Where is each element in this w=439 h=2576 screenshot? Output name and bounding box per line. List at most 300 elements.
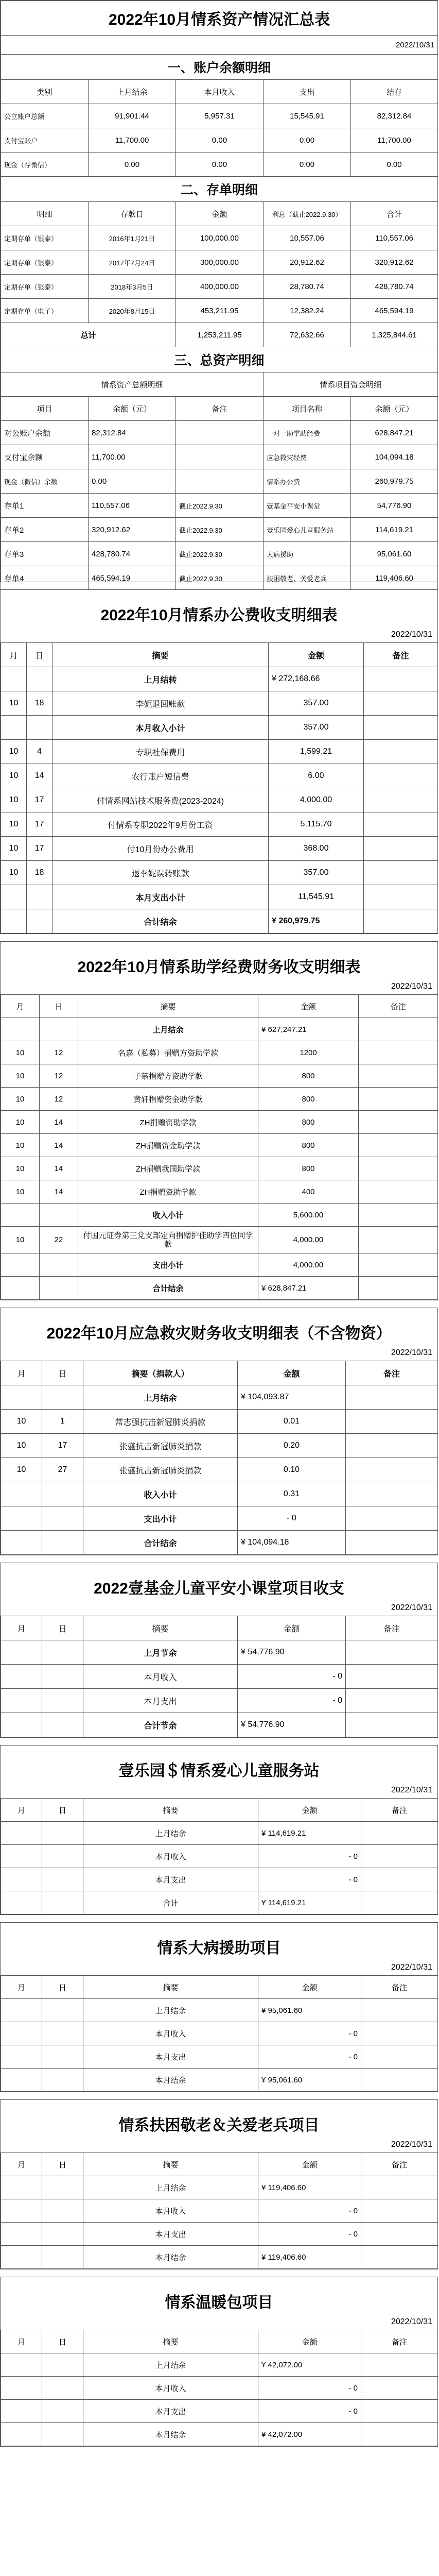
cell bbox=[346, 1410, 438, 1434]
table-row bbox=[1, 1999, 438, 2022]
header-cell: 日 bbox=[27, 643, 52, 667]
cell: 收入小计 bbox=[83, 1482, 238, 1506]
illness-sheet bbox=[0, 1922, 438, 2092]
table-row bbox=[1, 2199, 438, 2223]
cell: 320,912.62 bbox=[89, 518, 176, 542]
cell: 17 bbox=[27, 812, 52, 837]
cell bbox=[176, 445, 264, 469]
cell: 2016年1月21日 bbox=[89, 226, 176, 250]
header-cell: 金额 bbox=[258, 2330, 361, 2353]
cell: ¥ 54,776.90 bbox=[238, 1640, 346, 1665]
cell: 合计结余 bbox=[52, 909, 269, 934]
table-row bbox=[1, 764, 438, 788]
cell: 12,382.24 bbox=[264, 299, 351, 323]
cell bbox=[359, 1064, 438, 1088]
cell: 12 bbox=[40, 1064, 78, 1088]
illness-date: 2022/10/31 bbox=[391, 1963, 432, 1972]
table-row bbox=[1, 740, 438, 764]
cell: 黄轩捐赠资金助学款 bbox=[78, 1088, 258, 1111]
table-row bbox=[1, 1157, 438, 1180]
cell: 5,600.00 bbox=[258, 1204, 359, 1227]
table-row bbox=[1, 2377, 438, 2400]
table-row bbox=[1, 2022, 438, 2045]
header-cell: 利息（截止2022.9.30） bbox=[264, 202, 351, 226]
cell: 支出小计 bbox=[83, 1506, 238, 1531]
cell: 付情系网站技术服务费(2023-2024) bbox=[52, 788, 269, 812]
cell bbox=[359, 1111, 438, 1134]
table-row bbox=[1, 1410, 438, 1434]
cell: 1200 bbox=[258, 1041, 359, 1064]
cell: 本月收入 bbox=[83, 2199, 258, 2223]
opening-row bbox=[1, 1385, 438, 1410]
cell: 本月收入 bbox=[83, 1665, 238, 1689]
cell: 扶困敬老、关爱老兵 bbox=[264, 566, 351, 590]
cell: 10 bbox=[1, 764, 27, 788]
cell: 10 bbox=[1, 1064, 40, 1088]
cell: 453,211.95 bbox=[176, 299, 264, 323]
cell: 壹乐园爱心儿童服务站 bbox=[264, 518, 351, 542]
section3-group-row bbox=[1, 372, 438, 397]
cell: ¥ 114,619.21 bbox=[258, 1891, 361, 1914]
office-date: 2022/10/31 bbox=[391, 630, 432, 639]
cell: 定期存单（银泰） bbox=[1, 226, 89, 250]
warm-sheet bbox=[0, 2277, 438, 2447]
table-row bbox=[1, 1434, 438, 1458]
cell: 17 bbox=[42, 1434, 83, 1458]
header-cell: 月 bbox=[1, 1976, 42, 1999]
cell bbox=[359, 1041, 438, 1064]
subtotal-row bbox=[1, 885, 438, 909]
header-cell: 摘要 bbox=[52, 643, 269, 667]
cell: ¥ 119,406.60 bbox=[258, 2246, 361, 2269]
cell: 本月收入 bbox=[83, 2022, 258, 2045]
header-cell: 月 bbox=[1, 1616, 42, 1640]
cell: 628,847.21 bbox=[351, 421, 438, 445]
table-row bbox=[1, 2069, 438, 2092]
cell: 本月收入 bbox=[83, 2377, 258, 2400]
cell: 截止2022.9.30 bbox=[176, 518, 264, 542]
cell bbox=[359, 1180, 438, 1204]
cell: ¥ 42,072.00 bbox=[258, 2423, 361, 2446]
cell: - 0 bbox=[258, 2223, 361, 2246]
cell: 428,780.74 bbox=[89, 542, 176, 566]
cell: 合计节余 bbox=[83, 1713, 238, 1737]
header-row bbox=[1, 995, 438, 1018]
cell bbox=[359, 1134, 438, 1157]
cell: 0.00 bbox=[176, 128, 264, 152]
cell: 17 bbox=[27, 788, 52, 812]
cell: - 0 bbox=[258, 2400, 361, 2423]
table-row bbox=[1, 128, 438, 152]
aid-sheet bbox=[0, 941, 438, 1300]
header-cell: 金额 bbox=[258, 995, 359, 1018]
table-row bbox=[1, 566, 438, 590]
header-cell: 金额 bbox=[176, 202, 264, 226]
cell: 合计结余 bbox=[83, 1531, 238, 1555]
illness-table bbox=[1, 1975, 438, 2092]
cell: 22 bbox=[40, 1227, 78, 1253]
summary-table bbox=[1, 1, 438, 639]
cell: 10 bbox=[1, 1157, 40, 1180]
cell: - 0 bbox=[238, 1506, 346, 1531]
cell: 10 bbox=[1, 1088, 40, 1111]
cell: 截止2022.9.30 bbox=[176, 494, 264, 518]
header-cell: 月 bbox=[1, 1361, 42, 1385]
total-row bbox=[1, 323, 438, 347]
cell: - 0 bbox=[238, 1665, 346, 1689]
cell: 82,312.84 bbox=[89, 421, 176, 445]
cell: 95,061.60 bbox=[351, 542, 438, 566]
header-cell: 备注 bbox=[176, 397, 264, 421]
cell: 总计 bbox=[1, 323, 176, 347]
table-row bbox=[1, 1822, 438, 1845]
cell: 大病援助 bbox=[264, 542, 351, 566]
header-cell: 合计 bbox=[351, 202, 438, 226]
table-row bbox=[1, 2400, 438, 2423]
cell: 465,594.19 bbox=[89, 566, 176, 590]
cell: 10 bbox=[1, 1458, 42, 1482]
cell: 357.00 bbox=[269, 716, 364, 740]
cell: 14 bbox=[40, 1111, 78, 1134]
cell: 截止2022.9.30 bbox=[176, 542, 264, 566]
table-row bbox=[1, 152, 438, 177]
header-cell: 备注 bbox=[364, 643, 438, 667]
cell: ¥ 272,168.66 bbox=[269, 667, 364, 691]
cell: 1 bbox=[42, 1410, 83, 1434]
header-cell: 存款日 bbox=[89, 202, 176, 226]
table-row bbox=[1, 1064, 438, 1088]
cell: 壹基金平安小课堂 bbox=[264, 494, 351, 518]
cell: 上月结余 bbox=[83, 1999, 258, 2022]
cell: 14 bbox=[40, 1157, 78, 1180]
header-cell: 摘要 bbox=[83, 1976, 258, 1999]
cell: 子慕捐赠方资助学款 bbox=[78, 1064, 258, 1088]
cell: 10 bbox=[1, 1227, 40, 1253]
header-cell: 月 bbox=[1, 1799, 42, 1822]
cell: 800 bbox=[258, 1088, 359, 1111]
cell: 1,253,211.95 bbox=[176, 323, 264, 347]
cell: 支出小计 bbox=[78, 1253, 258, 1277]
header-cell: 月 bbox=[1, 2153, 42, 2176]
cell: 14 bbox=[40, 1180, 78, 1204]
cell: 合计结余 bbox=[78, 1277, 258, 1300]
cell: 4 bbox=[27, 740, 52, 764]
cell: 10 bbox=[1, 1111, 40, 1134]
table-row bbox=[1, 861, 438, 885]
table-row bbox=[1, 1041, 438, 1064]
table-row bbox=[1, 1640, 438, 1665]
header-row bbox=[1, 643, 438, 667]
cell: ZH捐赠我国助学款 bbox=[78, 1157, 258, 1180]
header-cell: 摘要 bbox=[83, 2330, 258, 2353]
table-row bbox=[1, 275, 438, 299]
header-cell: 金额 bbox=[258, 1976, 361, 1999]
relief-sheet bbox=[0, 1308, 438, 1555]
summary-date: 2022/10/31 bbox=[1, 36, 438, 55]
header-cell: 备注 bbox=[361, 2330, 438, 2353]
cell: 0.00 bbox=[351, 152, 438, 177]
subtotal-row bbox=[1, 1253, 438, 1277]
subtotal-row bbox=[1, 716, 438, 740]
cell: 10 bbox=[1, 1410, 42, 1434]
header-cell: 备注 bbox=[346, 1361, 438, 1385]
header-row bbox=[1, 1361, 438, 1385]
cell: 0.00 bbox=[89, 152, 176, 177]
header-cell: 余额（元） bbox=[351, 397, 438, 421]
cell: 付情系专职2022年9月份工资 bbox=[52, 812, 269, 837]
header-cell: 日 bbox=[42, 1616, 83, 1640]
cell: 存单2 bbox=[1, 518, 89, 542]
header-cell: 摘要 bbox=[78, 995, 258, 1018]
classroom-table bbox=[1, 1616, 438, 1737]
table-row bbox=[1, 1689, 438, 1713]
header-cell: 月 bbox=[1, 643, 27, 667]
header-cell: 项目 bbox=[1, 397, 89, 421]
cell: 一对一助学助经费 bbox=[264, 421, 351, 445]
station-sheet bbox=[0, 1745, 438, 1915]
header-cell: 摘要 bbox=[83, 1799, 258, 1822]
cell: 截止2022.9.30 bbox=[176, 566, 264, 590]
classroom-date: 2022/10/31 bbox=[391, 1603, 432, 1612]
elder-date: 2022/10/31 bbox=[391, 2140, 432, 2149]
summary-sheet bbox=[0, 0, 438, 582]
table-row bbox=[1, 2045, 438, 2069]
cell: 本月支出 bbox=[83, 2223, 258, 2246]
header-cell: 金额 bbox=[238, 1616, 346, 1640]
cell: 1,325,844.61 bbox=[351, 323, 438, 347]
table-row bbox=[1, 1665, 438, 1689]
cell: 本月支出小计 bbox=[52, 885, 269, 909]
table-row bbox=[1, 469, 438, 494]
header-cell: 日 bbox=[42, 1361, 83, 1385]
cell: 27 bbox=[42, 1458, 83, 1482]
table-row bbox=[1, 1891, 438, 1914]
cell: 农行账户短信费 bbox=[52, 764, 269, 788]
cell: 54,776.90 bbox=[351, 494, 438, 518]
header-cell: 摘要（捐款人） bbox=[83, 1361, 238, 1385]
cell: 428,780.74 bbox=[351, 275, 438, 299]
cell: 上月结余 bbox=[83, 2176, 258, 2199]
cell: 465,594.19 bbox=[351, 299, 438, 323]
header-row bbox=[1, 1799, 438, 1822]
cell: 存单3 bbox=[1, 542, 89, 566]
cell: 10 bbox=[1, 740, 27, 764]
aid-title: 2022年10月情系助学经费财务收支明细表 bbox=[77, 959, 361, 976]
cell bbox=[176, 469, 264, 494]
cell: 100,000.00 bbox=[176, 226, 264, 250]
cell: 2020年8月15日 bbox=[89, 299, 176, 323]
cell: 10 bbox=[1, 691, 27, 716]
cell: 名嘉（私募）捐赠方资助学款 bbox=[78, 1041, 258, 1064]
table-row bbox=[1, 1845, 438, 1868]
section1-title: 一、账户余额明细 bbox=[1, 55, 438, 80]
header-cell: 日 bbox=[42, 1976, 83, 1999]
cell: 付国元证券第三党支部定向捐赠护佳助学四位同学款 bbox=[78, 1227, 258, 1253]
cell: 114,619.21 bbox=[351, 518, 438, 542]
cell: 4,000.00 bbox=[269, 788, 364, 812]
cell: 情系办公费 bbox=[264, 469, 351, 494]
cell: ¥ 95,061.60 bbox=[258, 1999, 361, 2022]
cell: 400,000.00 bbox=[176, 275, 264, 299]
cell: 11,545.91 bbox=[269, 885, 364, 909]
cell: 0.00 bbox=[264, 128, 351, 152]
cell bbox=[364, 837, 438, 861]
header-cell: 结存 bbox=[351, 80, 438, 104]
table-row bbox=[1, 837, 438, 861]
cell bbox=[364, 861, 438, 885]
cell: 17 bbox=[27, 837, 52, 861]
header-cell: 备注 bbox=[361, 2153, 438, 2176]
cell: 定期存单（银泰） bbox=[1, 275, 89, 299]
cell: 张盛抗击新冠肺炎捐款 bbox=[83, 1434, 238, 1458]
cell: 119,406.60 bbox=[351, 566, 438, 590]
section2-title: 二、存单明细 bbox=[1, 177, 438, 202]
cell: 上月结余 bbox=[83, 1385, 238, 1410]
table-row bbox=[1, 1180, 438, 1204]
header-cell: 月 bbox=[1, 995, 40, 1018]
cell: 357.00 bbox=[269, 861, 364, 885]
cell: 18 bbox=[27, 861, 52, 885]
table-row bbox=[1, 250, 438, 275]
cell: ¥ 260,979.75 bbox=[269, 909, 364, 934]
table-row bbox=[1, 788, 438, 812]
header-cell: 日 bbox=[42, 1799, 83, 1822]
cell: 李妮退回账款 bbox=[52, 691, 269, 716]
table-row bbox=[1, 1713, 438, 1737]
cell: 合计 bbox=[83, 1891, 258, 1914]
header-cell: 摘要 bbox=[83, 2153, 258, 2176]
relief-table bbox=[1, 1361, 438, 1555]
cell: 800 bbox=[258, 1134, 359, 1157]
header-cell: 金额 bbox=[258, 2153, 361, 2176]
cell: 0.20 bbox=[238, 1434, 346, 1458]
cell: 常志强抗击新冠肺炎捐款 bbox=[83, 1410, 238, 1434]
cell: 800 bbox=[258, 1064, 359, 1088]
cell: 10 bbox=[1, 1041, 40, 1064]
cell: 2018年3月5日 bbox=[89, 275, 176, 299]
cell: 82,312.84 bbox=[351, 104, 438, 128]
header-cell: 日 bbox=[42, 2330, 83, 2353]
cell: 0.01 bbox=[238, 1410, 346, 1434]
table-row bbox=[1, 1111, 438, 1134]
station-date: 2022/10/31 bbox=[391, 1786, 432, 1794]
cell: 4,000.00 bbox=[258, 1253, 359, 1277]
header-cell: 摘要 bbox=[83, 1616, 238, 1640]
group-header: 情系资产总额明细 bbox=[1, 372, 264, 397]
cell bbox=[364, 764, 438, 788]
cell: ZH捐赠资助学款 bbox=[78, 1111, 258, 1134]
cell: 320,912.62 bbox=[351, 250, 438, 275]
cell: 260,979.75 bbox=[351, 469, 438, 494]
subtotal-row bbox=[1, 1506, 438, 1531]
cell: 本月结余 bbox=[83, 2069, 258, 2092]
cell: 110,557.06 bbox=[351, 226, 438, 250]
elder-sheet bbox=[0, 2099, 438, 2269]
cell: ¥ 42,072.00 bbox=[258, 2353, 361, 2377]
cell: 0.10 bbox=[238, 1458, 346, 1482]
opening-row bbox=[1, 667, 438, 691]
cell: 2017年7月24日 bbox=[89, 250, 176, 275]
cell bbox=[346, 1458, 438, 1482]
cell: 300,000.00 bbox=[176, 250, 264, 275]
header-cell: 金额 bbox=[238, 1361, 346, 1385]
header-cell: 日 bbox=[42, 2153, 83, 2176]
cell: 上月节余 bbox=[83, 1640, 238, 1665]
office-title: 2022年10月情系办公费收支明细表 bbox=[100, 607, 338, 624]
opening-row bbox=[1, 1018, 438, 1041]
section3-header-row bbox=[1, 397, 438, 421]
cell: 10 bbox=[1, 837, 27, 861]
cell: 6.00 bbox=[269, 764, 364, 788]
cell: 支付宝余额 bbox=[1, 445, 89, 469]
cell: 14 bbox=[27, 764, 52, 788]
header-cell: 金额 bbox=[258, 1799, 361, 1822]
cell: 退李妮误转账款 bbox=[52, 861, 269, 885]
cell: 110,557.06 bbox=[89, 494, 176, 518]
header-cell: 备注 bbox=[346, 1616, 438, 1640]
cell: 400 bbox=[258, 1180, 359, 1204]
cell: 本月收入 bbox=[83, 1845, 258, 1868]
cell: 本月支出 bbox=[83, 2400, 258, 2423]
cell: 应急救灾经费 bbox=[264, 445, 351, 469]
section3-title: 三、总资产明细 bbox=[1, 347, 438, 372]
cell bbox=[364, 812, 438, 837]
cell bbox=[346, 1434, 438, 1458]
cell: ¥ 54,776.90 bbox=[238, 1713, 346, 1737]
header-cell: 备注 bbox=[361, 1976, 438, 1999]
table-row bbox=[1, 445, 438, 469]
cell: 4,000.00 bbox=[258, 1227, 359, 1253]
cell: 800 bbox=[258, 1111, 359, 1134]
station-title: 壹乐园＄情系爱心儿童服务站 bbox=[118, 1762, 320, 1780]
cell: 付10月份办公费用 bbox=[52, 837, 269, 861]
warm-table bbox=[1, 2330, 438, 2446]
cell: ¥ 628,847.21 bbox=[258, 1277, 359, 1300]
table-row bbox=[1, 518, 438, 542]
cell: 72,632.66 bbox=[264, 323, 351, 347]
cell: 现金（存微信） bbox=[1, 152, 89, 177]
cell: ¥ 104,093.87 bbox=[238, 1385, 346, 1410]
cell: 5,957.31 bbox=[176, 104, 264, 128]
cell: 收入小计 bbox=[78, 1204, 258, 1227]
header-row bbox=[1, 1616, 438, 1640]
office-table bbox=[1, 642, 438, 934]
header-row bbox=[1, 2330, 438, 2353]
cell: 11,700.00 bbox=[351, 128, 438, 152]
cell: 10 bbox=[1, 1134, 40, 1157]
table-row bbox=[1, 691, 438, 716]
table-row bbox=[1, 299, 438, 323]
table-row bbox=[1, 1227, 438, 1253]
cell: 现金（微信）余额 bbox=[1, 469, 89, 494]
cell bbox=[364, 788, 438, 812]
cell: 公立账户总额 bbox=[1, 104, 89, 128]
cell bbox=[359, 1088, 438, 1111]
subtotal-row bbox=[1, 1204, 438, 1227]
table-row bbox=[1, 2246, 438, 2269]
cell: 张盛抗击新冠肺炎捐款 bbox=[83, 1458, 238, 1482]
cell: 0.31 bbox=[238, 1482, 346, 1506]
table-row bbox=[1, 104, 438, 128]
cell bbox=[364, 691, 438, 716]
table-row bbox=[1, 1868, 438, 1891]
cell: 18 bbox=[27, 691, 52, 716]
cell: 91,901.44 bbox=[89, 104, 176, 128]
table-row bbox=[1, 2223, 438, 2246]
cell bbox=[359, 1157, 438, 1180]
cell: ¥ 119,406.60 bbox=[258, 2176, 361, 2199]
cell: 10 bbox=[1, 788, 27, 812]
